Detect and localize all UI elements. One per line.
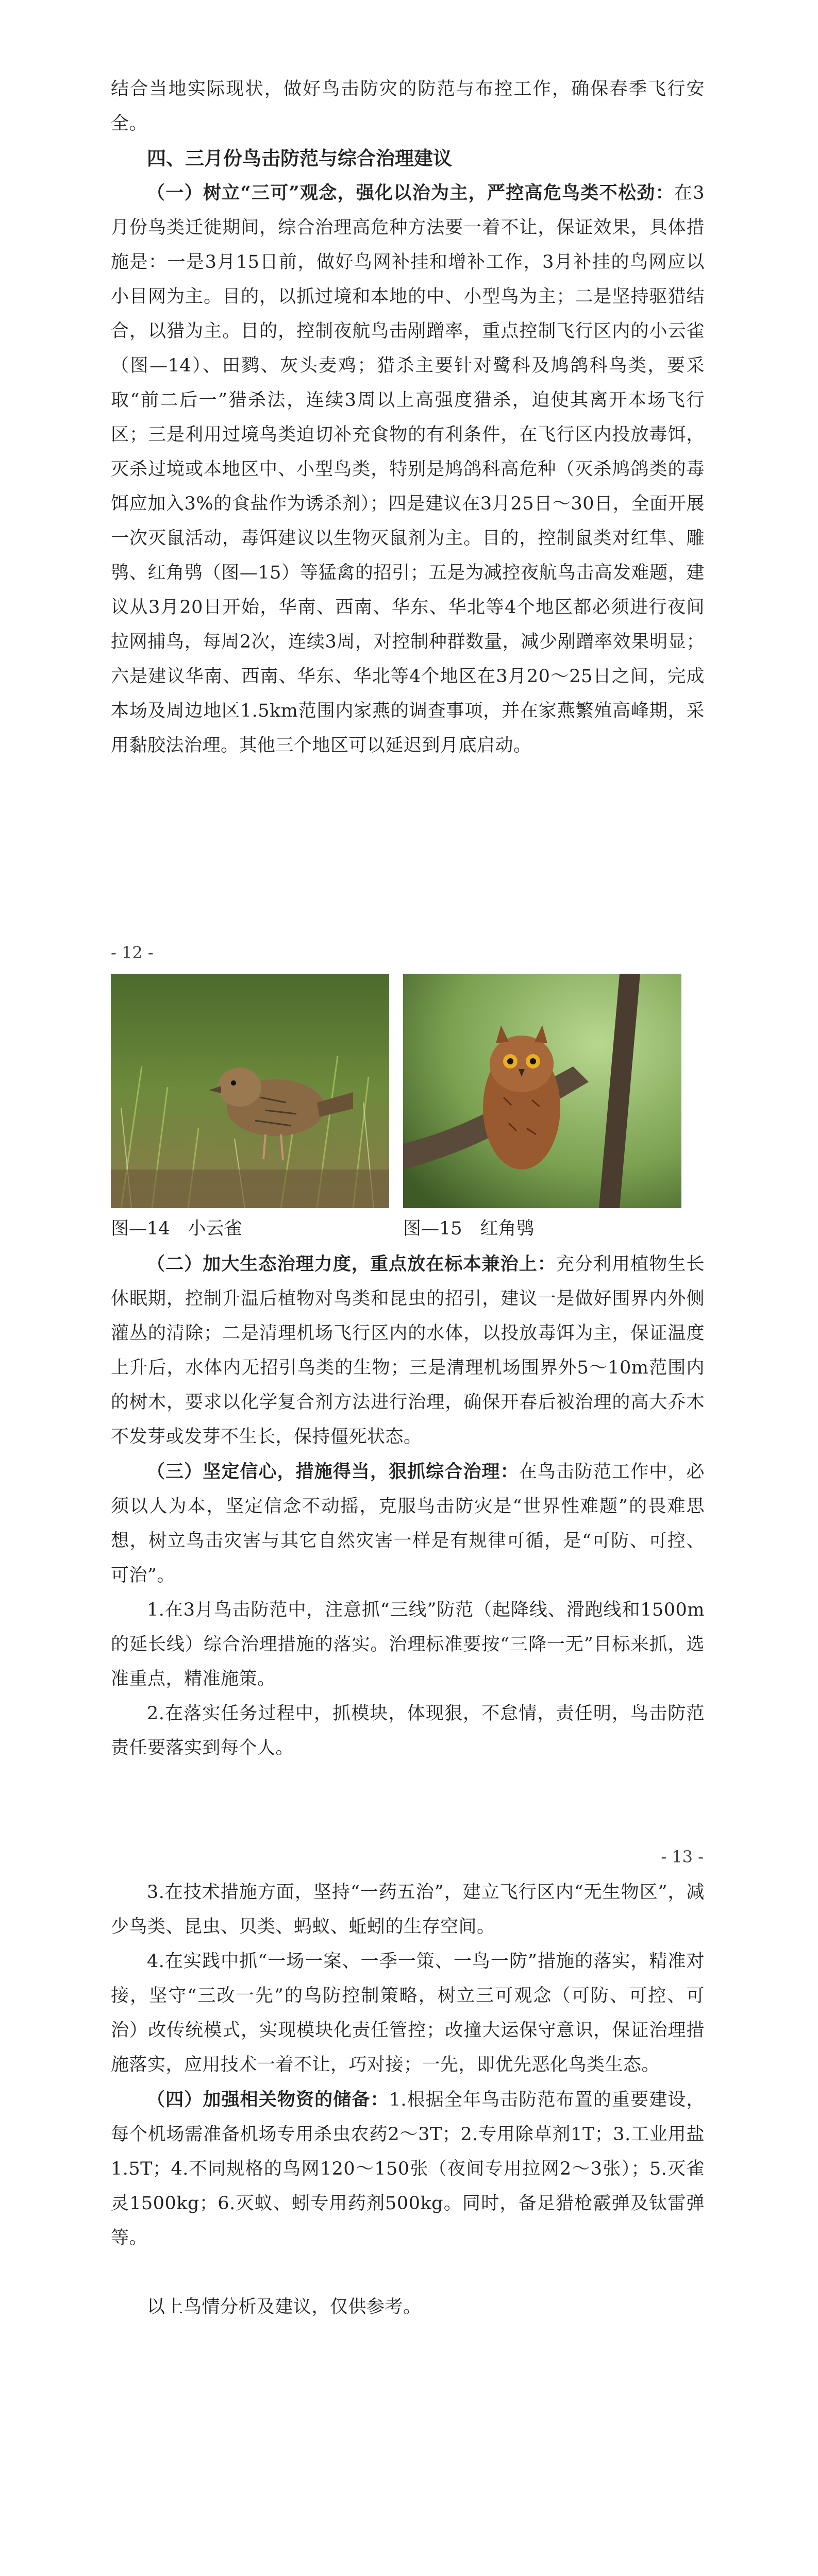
page-13-body: [111, 1875, 705, 2325]
section-4-3-item-4: 4.在实践中抓“一场一案、一季一策、一鸟一防”措施的落实，精准对接，坚守“三改一先”的鸟防控制策略，树立三可观念（可防、可控、可治）改传统模式，实现模块化责任管控；改撞大运保守意识，保证治理措施落实，应用技术一着不让，巧对接；一先，即优先恶化鸟类生态。: [111, 1951, 705, 2075]
figure-14-skylark-photo: [111, 974, 389, 1208]
figure-14-caption: 图—14 小云雀: [111, 1218, 242, 1239]
section-4-4-body: 1.根据全年鸟击防范布置的重要建设，每个机场需准备机场专用杀虫农药2～3T；2.专用除草剂1T；3.工业用盐1.5T；4.不同规格的鸟网120～150张（夜间专用拉网2～3张）；5.灭雀灵1500kg；6.灭蚁、蚓专用药剂500kg。同时，备足猎枪霰弹及钛雷弹等。: [111, 2090, 705, 2248]
section-4-2-lead: （二）加大生态治理力度，重点放在标本兼治上：: [147, 1253, 556, 1275]
section-4-3-item-1: 1.在3月鸟击防范中，注意抓“三线”防范（起降线、滑跑线和1500m的延长线）综合治理措施的落实。治理标准要按“三降一无”目标来抓，选准重点，精准施策。: [111, 1600, 705, 1689]
section-4-1-body: 在3月份鸟类迁徙期间，综合治理高危种方法要一着不让，保证效果，具体措施是：一是3月15日前，做好鸟网补挂和增补工作，3月补挂的鸟网应以小目网为主。目的，以抓过境和本地的中、小型鸟为主；二是坚持驱猎结合，以猎为主。目的，控制夜航鸟击剐蹭率，重点控制飞行区内的小云雀（图—14）、田鹨、灰头麦鸡；猎杀主要针对鹭科及鸠鸽科鸟类，要采取“前二后一”猎杀法，连续3周以上高强度猎杀，迫使其离开本场飞行区；三是利用过境鸟类迫切补充食物的有利条件，在飞行区内投放毒饵，灭杀过境或本地区中、小型鸟类，特别是鸠鸽科高危种（灭杀鸠鸽类的毒饵应加入3%的食盐作为诱杀剂）；四是建议在3月25日～30日，全面开展一次灭鼠活动，毒饵建议以生物灭鼠剂为主。目的，控制鼠类对红隼、雕鸮、红角鸮（图—15）等猛禽的招引；五是为减控夜航鸟击高发难题，建议从3月20日开始，华南、西南、华东、华北等4个地区都必须进行夜间拉网捕鸟，每周2次，连续3周，对控制种群数量，减少剐蹭率效果明显；六是建议华南、西南、华东、华北等4个地区在3月20～25日之间，完成本场及周边地区1.5km范围内家燕的调查事项，并在家燕繁殖高峰期，采用黏胶法治理。其他三个地区可以延迟到月底启动。: [111, 183, 705, 756]
page-number-12: - 12 -: [111, 943, 154, 962]
closing-remark: 以上鸟情分析及建议，仅供参考。: [147, 2297, 422, 2317]
section-4-3-item-2: 2.在落实任务过程中，抓模块，体现狠，不怠情，责任明，鸟击防范责任要落实到每个人。: [111, 1703, 705, 1758]
section-4-2-body: 充分利用植物生长休眠期，控制升温后植物对鸟类和昆虫的招引，建议一是做好围界内外侧灌丛的清除；二是清理机场飞行区内的水体，以投放毒饵为主，保证温度上升后，水体内无招引鸟类的生物；三是清理机场围界外5～10m范围内的树木，要求以化学复合剂方法进行治理，确保开春后被治理的高大乔木不发芽或发芽不生长，保持僵死状态。: [111, 1254, 705, 1447]
figure-15-caption: 图—15 红角鸮: [403, 1218, 535, 1239]
section-4-3-paragraph: [111, 1454, 705, 1593]
section-4-title: 四、三月份鸟击防范与综合治理建议: [147, 147, 452, 170]
section-4-2-paragraph: [111, 1247, 705, 1454]
section-body-continued: [111, 1247, 705, 1766]
page-number-13: - 13 -: [661, 1847, 704, 1867]
section-4-4-paragraph: [111, 2082, 705, 2256]
section-4-4-lead: （四）加强相关物资的储备：: [147, 2089, 389, 2110]
section-4-3-body: 在鸟击防范工作中，必须以人为本，坚定信念不动摇，克服鸟击防灾是“世界性难题”的畏难思想，树立鸟击灾害与其它自然灾害一样是有规律可循，是“可防、可控、可治”。: [111, 1462, 705, 1586]
section-4-3-lead: （三）坚定信心，措施得当，狠抓综合治理：: [147, 1461, 519, 1482]
section-4-3-item-3: 3.在技术措施方面，坚持“一药五治”，建立飞行区内“无生物区”，减少鸟类、昆虫、贝类、蚂蚁、蚯蚓的生存空间。: [111, 1882, 705, 1937]
page-12-body: [111, 72, 705, 763]
section-4-1-lead: （一）树立“三可”观念，强化以治为主，严控高危鸟类不松劲：: [147, 182, 674, 204]
figure-15-scops-owl-photo: [403, 974, 681, 1208]
intro-paragraph: 结合当地实际现状，做好鸟击防灾的防范与布控工作，确保春季飞行安全。: [111, 79, 705, 134]
section-4-1-paragraph: [111, 176, 705, 763]
